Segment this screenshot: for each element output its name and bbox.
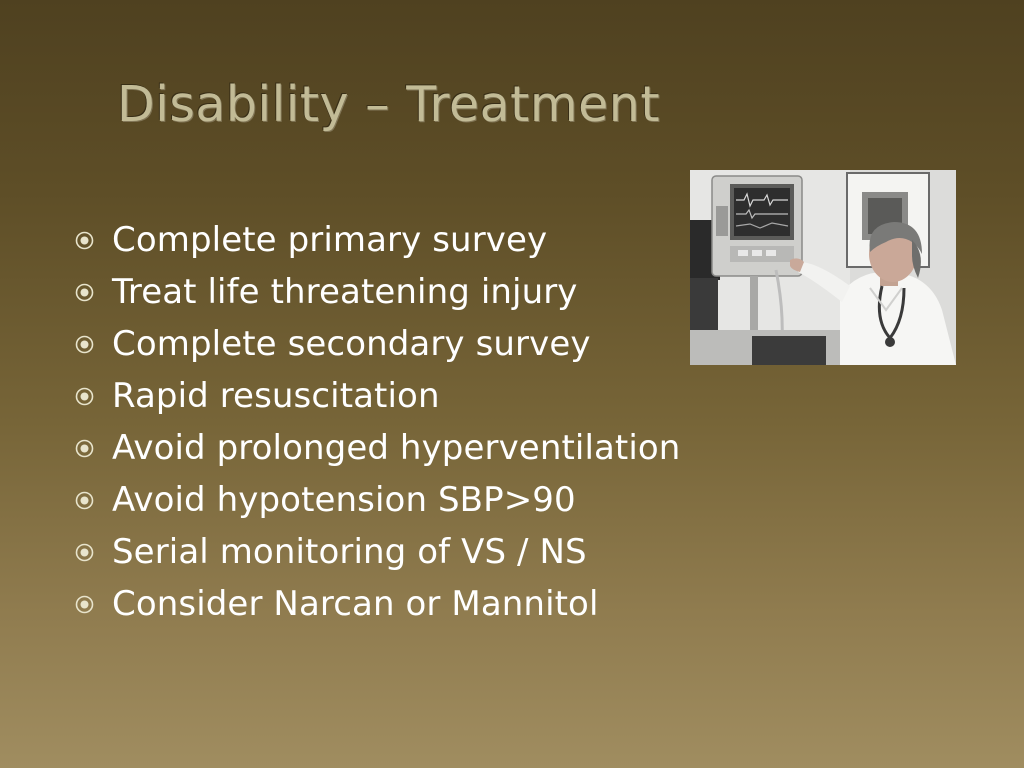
circled-dot-icon	[74, 334, 95, 355]
bullet-text: Avoid prolonged hyperventilation	[112, 428, 681, 468]
circled-dot-icon	[74, 490, 95, 511]
circled-dot-icon	[74, 386, 95, 407]
circled-dot-icon	[74, 438, 95, 459]
list-item	[74, 474, 680, 526]
list-item	[74, 214, 680, 266]
clinician-at-patient-monitor-photo	[690, 170, 956, 365]
circled-dot-icon	[74, 542, 95, 563]
bullet-text: Complete secondary survey	[112, 324, 591, 364]
circled-dot-icon	[74, 594, 95, 615]
list-item	[74, 266, 680, 318]
bullet-text: Consider Narcan or Mannitol	[112, 584, 599, 624]
bullet-text: Rapid resuscitation	[112, 376, 440, 416]
list-item	[74, 318, 680, 370]
bullet-text: Serial monitoring of VS / NS	[112, 532, 587, 572]
list-item	[74, 578, 680, 630]
list-item	[74, 526, 680, 578]
bullet-list	[74, 214, 680, 630]
bullet-text: Complete primary survey	[112, 220, 548, 260]
bullet-text: Treat life threatening injury	[112, 272, 578, 312]
bullet-text: Avoid hypotension SBP>90	[112, 480, 576, 520]
slide-title: Disability – Treatment	[117, 76, 661, 133]
list-item	[74, 422, 680, 474]
circled-dot-icon	[74, 230, 95, 251]
circled-dot-icon	[74, 282, 95, 303]
list-item	[74, 370, 680, 422]
